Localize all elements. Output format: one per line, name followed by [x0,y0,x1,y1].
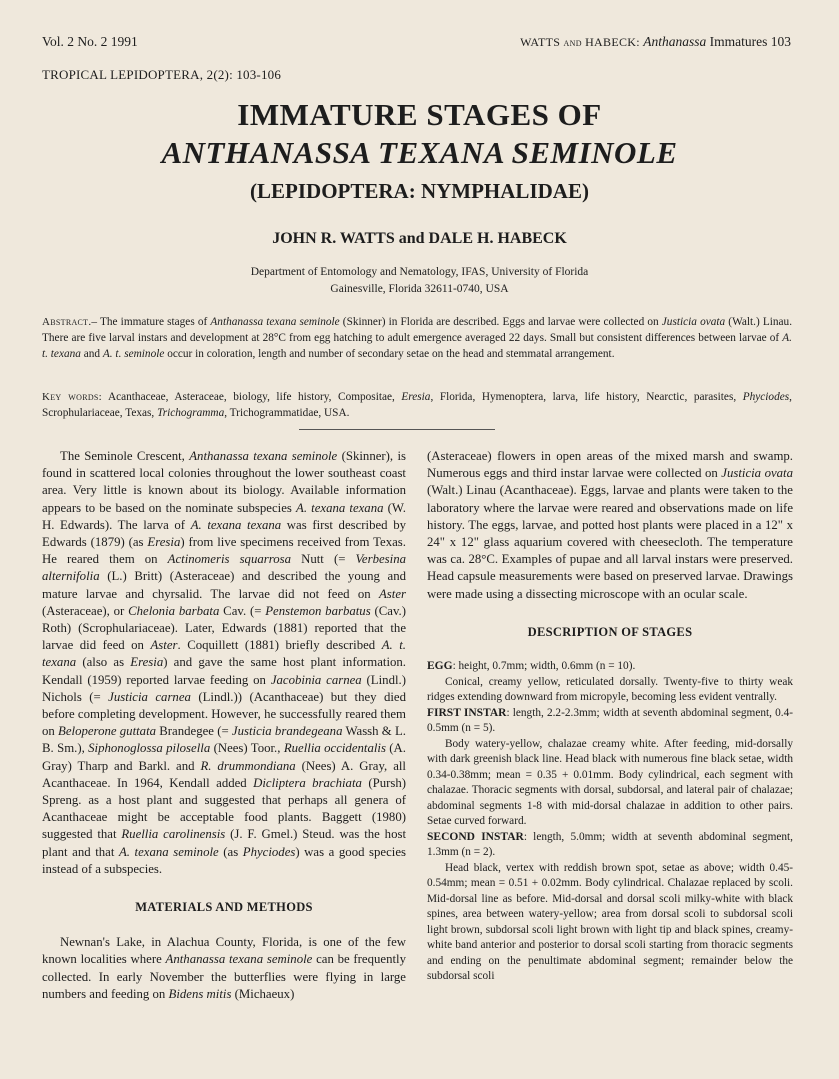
keywords-label: Key words: [42,391,103,403]
intro-text: ) and gave the same host plant information. Kendall (1959) reported larvae feeding on [42,655,406,687]
keywords-text: Acanthaceae, Asteraceae, biology, life history, Compositae, [102,391,402,403]
taxon: Ruellia occidentalis [283,741,386,756]
intro-text: Cav. (= [219,603,266,618]
affiliation-line-1: Department of Entomology and Nematology, IFAS, University of Florida [250,266,589,278]
taxon: Anthanassa texana seminole [189,449,338,463]
right-column [427,448,793,985]
taxon: Aster [378,586,406,601]
taxon: A. t. texana [42,638,406,670]
running-header-page: Immatures 103 [706,34,791,49]
keywords-taxon: Eresia [401,391,431,403]
intro-text: Brandegee (= [156,724,232,739]
intro-text: (Skinner), is found in scattered local colonies throughout the lower southeast coast area. Very little is known about its biology. Available information appears to be based on the nominate subspecies [42,449,406,515]
keywords-text: , Scrophulariaceae, Texas, [42,391,792,419]
intro-text: (Nees) A. Gray, all Acanthaceae. In 1964, Kendall added [42,758,406,790]
intro-text: (Cav.) Roth) (Scrophulariaceae). Later, Edwards (1881) reported that the larvae did feed on [42,603,406,653]
intro-text: ) from live specimens received from Texas. He reared them on [42,535,406,567]
methods-text: (Walt.) Linau (Acanthaceae). Eggs, larvae and plants were taken to the laboratory where the larvae were reared and observations made on life history. The eggs, larvae, and potted host plants were placed in a 12" x 24" x 12" glass aquarium covered with cheesecloth. The temperature was ca. 28°C. Examples of pupae and all larval instars were preserved. Head capsule measurements were based on preserved larvae. Drawings were made using a dissecting microscope with an ocular scale. [427,483,793,601]
keywords-taxon: Phyciodes [742,391,790,403]
abstract-taxon: A. t. seminole [102,348,165,360]
abstract-text: (Walt.) Linau. There are five larval instars and development at 28°C from egg hatching to adult emergence averaged 22 days. Small but consistent differences between larvae of [42,316,793,344]
second-instar-label: SECOND INSTAR [427,830,524,843]
second-instar-measure [427,830,793,861]
description-heading: DESCRIPTION OF STAGES [527,624,693,639]
section-divider [299,429,495,430]
taxon: R. drummondiana [200,758,296,773]
running-header-right [520,34,791,50]
methods-continued [427,448,793,603]
abstract-text: and [80,348,103,360]
abstract-taxon: Justicia ovata [661,316,726,328]
taxon: Justicia ovata [721,466,793,481]
taxon: Beloperone guttata [58,724,157,739]
abstract [42,314,792,362]
intro-text: ) was a good species instead of a subspecies. [42,844,407,876]
taxon: Verbesina alternifolia [42,552,406,584]
taxon: Justicia carnea [108,689,191,704]
methods-heading: MATERIALS AND METHODS [135,900,313,915]
intro-text: (also as [76,655,131,670]
taxon: Ruellia carolinensis [121,827,226,842]
left-column [42,448,406,1003]
taxon: Justicia brandegeana [231,724,343,739]
intro-text: . Coquillett (1881) briefly described [177,638,382,653]
first-instar-description: Body watery-yellow, chalazae creamy white. After feeding, mid-dorsally with dark greenish black line. Head black with numerous fine black setae, width 0.34-0.38mm; mean = 0.35 + 0.01mm. Body cylindrical, each segment with chalazae. Thoracic segments with dorsal, subdorsal, and lateral pair of chalazae; abdominal segments 1-8 with mid-dorsal chalazae in addition to other pairs. Setae curved forward. [427,737,793,828]
first-instar-label: FIRST INSTAR [427,706,507,719]
intro-text: (A. Gray) Tharp and Barkl. and [42,741,406,773]
first-instar-measure-text: : length, 2.2-2.3mm; width at seventh abdominal segment, 0.4-0.5mm (n = 5). [427,706,793,735]
intro-text: (Lindl.) Nichols (= [42,672,406,704]
taxon: Penstemon barbatus [265,603,371,618]
abstract-label: Abstract. [42,316,92,328]
title-line-3: (LEPIDOPTERA: NYMPHALIDAE) [250,179,589,203]
intro-text: (Asteraceae), or [42,603,129,618]
taxon: Bidens mitis [168,986,232,1001]
title-line-2: ANTHANASSA TEXANA SEMINOLE [161,135,678,170]
taxon: Actinomeris squarrosa [167,552,292,567]
intro-text: (W. H. Edwards). The larva of [42,500,406,532]
affiliation-line-2: Gainesville, Florida 32611-0740, USA [330,283,509,295]
taxon: A. texana texana [190,517,282,532]
abstract-taxon: Anthanassa texana seminole [210,316,340,328]
intro-text: Nutt (= [291,552,356,567]
journal-citation: TROPICAL LEPIDOPTERA, 2(2): 103-106 [42,67,282,82]
intro-text: Wassh & L. B. Sm.), [42,724,406,756]
intro-text: (as [218,844,243,859]
taxon: A. texana texana [296,500,384,515]
running-header-left: Vol. 2 No. 2 1991 [42,34,138,49]
methods-text: (Michaeux) [231,986,295,1001]
taxon: A. texana seminole [118,844,219,859]
intro-text: (L.) Britt) (Asteraceae) and described the young and mature larvae and chyrsalid. The larvae did not feed on [42,569,406,601]
intro-text: was first described by Edwards (1879) (as [42,517,406,550]
second-instar-description: Head black, vertex with reddish brown spot, setae as above; width 0.45-0.54mm; mean = 0.51 + 0.02mm. Body cylindrical. Chalazae replaced by scoli. Mid-dorsal line as before. Mid-dorsal and dorsal scoli milky-white with black spines, area between watery-yellow; area from dorsal scoli to subdorsal scoli light brown, subdorsal scoli light brown with light tip and black spines, creamy-white band anterior and posterior to dorsal scoli starting from thoracic segments and ending on the penultimate abdominal segment; remainder below the subdorsal scoli [427,861,793,983]
intro-paragraph [42,448,406,878]
taxon: Jacobinia carnea [270,672,362,687]
taxon: Eresia [130,655,164,670]
intro-text: The Seminole Crescent, [60,449,190,463]
abstract-text: occur in coloration, length and number of secondary setae on the head and stemmatal arrangement. [164,348,615,360]
abstract-taxon: A. t. texana [42,332,792,360]
taxon: Chelonia barbata [128,603,220,618]
egg-measure-text: : height, 0.7mm; width, 0.6mm (n = 10). [452,660,636,673]
taxon: Phyciodes [242,844,296,859]
authors: JOHN R. WATTS and DALE H. HABECK [272,230,567,247]
intro-text: (J. F. Gmel.) Steud. was the host plant and that [42,827,407,859]
intro-text: (Nees) Toor., [210,741,284,756]
running-header-authors: WATTS and HABECK: [520,35,640,49]
first-instar-measure [427,706,793,737]
keywords-text: , Trichogrammatidae, USA. [224,407,350,419]
methods-text: can be frequently collected. In early November the butterflies were flying in large numbers and feeding on [42,952,406,1001]
taxon: Dicliptera brachiata [253,775,362,790]
intro-text: (Lindl.)) (Acanthaceae) but they died before completing development. However, he successfully reared them on [42,689,407,739]
egg-measure [427,659,793,675]
egg-description: Conical, creamy yellow, reticulated dorsally. Twenty-five to thirty weak ridges extending downward from micropyle, becoming less evident ventrally. [427,675,793,704]
keywords-taxon: Trichogramma [157,407,225,419]
keywords-text: , Florida, Hymenoptera, larva, life history, Nearctic, parasites, [430,391,743,403]
egg-label: EGG [427,660,453,673]
title-line-1: IMMATURE STAGES OF [237,97,602,132]
second-instar-measure-text: : length, 5.0mm; width at seventh abdominal segment, 1.3mm (n = 2). [427,830,793,859]
intro-text: (Pursh) Spreng. as a host plant and suggested that perhaps all genera of Acanthaceae might be acceptable food plants. Baggett (1980) suggested that [42,775,406,842]
taxon: Anthanassa texana seminole [165,952,313,967]
taxon: Eresia [147,535,181,550]
methods-text: (Asteraceae) flowers in open areas of the mixed marsh and swamp. Numerous eggs and third instar larvae were collected on [427,449,793,481]
abstract-text: – The immature stages of [91,316,211,328]
running-header-genus: Anthanassa [643,34,707,49]
abstract-text: (Skinner) in Florida are described. Eggs and larvae were collected on [339,316,662,328]
methods-paragraph [42,934,406,1003]
taxon: Siphonoglossa pilosella [88,741,211,756]
keywords [42,389,792,421]
taxon: Aster [150,638,178,653]
methods-text: Newnan's Lake, in Alachua County, Florida, is one of the few known localities where [42,935,406,967]
